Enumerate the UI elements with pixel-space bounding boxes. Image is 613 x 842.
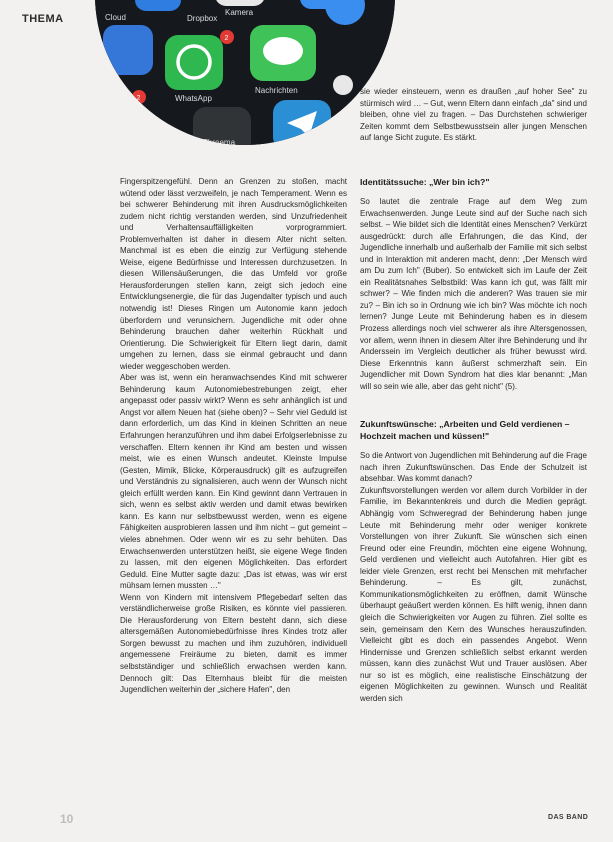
app-label: Dropbox <box>187 14 218 23</box>
paragraph: So lautet die zentrale Frage auf dem Weg zum Erwachsenwerden. Junge Leute sind auf der Suche nach sich selbst. – Wie bildet sich die Identität eines Menschen? Verkürzt ausgedrückt: durch alle Erfahrungen, die das Kind, der Jugendliche innerhalb und außerhalb der Familie mit sich selbst und in Interaktion mit anderen macht, denn: „Der Mensch wird am Du zum Ich" (Buber). So entwickelt sich im Laufe der Zeit ein Realitätsnahes Selbstbild: Was kann ich gut, was fällt mir schwer? – Wie finden mich die anderen? Was trauen sie mir zu? – Bin ich so in Ordnung wie ich bin? Was möchte ich noch lernen? Junge Leute mit Behinderung haben es in diesem Prozess allerdings noch viel schwerer als ihre Altersgenossen, vor allem, wenn ihnen in diesem Alter ihre Behinderung und ihr Anderssein im Vergleich deutlicher als früher bewusst wird. Diese Erkenntnis kann äußerst schmerzhaft sein. Ein Jugendlicher mit Down Syndrom hat dies klar benannt: „Man will so sein wie alle, aber das geht nicht" (5). <box>360 197 587 391</box>
badge-count: 2 <box>224 35 229 42</box>
dropbox-app-icon <box>135 0 181 11</box>
files-app-icon <box>95 95 135 145</box>
paragraph: Aber was ist, wenn ein heranwachsendes Kind mit schwerer Behinderung kaum Autonomiebestrebungen zeigt, eher angepasst oder passiv wirkt? Wenn es sehr anhänglich ist und Angst vor allem Neuen hat (siehe oben)? – Sehr viel Geduld ist dann erforderlich, um das Kind in kleinen Schritten an neue Erfahrungen heranzuführen und ihm dabei Erfolgserlebnisse zu verschaffen. Eltern kennen ihr Kind am besten und wissen meist, wie es einen Wunsch andeutet. Kleinste Impulse (Gesten, Mimik, Blicke, Körperausdruck) gilt es aufzugreifen und Verständnis zu signalisieren, auch wenn der Wunsch nicht gleich erfüllt werden kann. Ein Kind gewinnt dann Vertrauen in sich, wenn es selbst aktiv werden und damit etwas bewirken kann. Es kann nur selbstbewusst werden, wenn es eigene Fähigkeiten ausprobieren lassen und ihm nicht – gut gemeint – vieles abnehmen. Oder wenn wir es zu sehr behüten. Das Erwachsenwerden unterstützen heißt, sie eigene Wege finden zu lassen, mit den eigenen Möglichkeiten. Das erfordert Geduld. Eine Mutter sagte dazu: „Das ist etwas, was wir erst mühsam lernen mussten …" <box>120 373 347 591</box>
paragraph: Fingerspitzengefühl. Denn an Grenzen zu stoßen, macht wütend oder lässt verzweifeln, je nach Temperament. Wenn es bei schwerer Behinderung mit ihren Ausdrucksmöglichkeiten zudem nicht richtig verstanden werden, sind Unzufriedenheit und Verhaltensauffälligkeiten vorprogrammiert. Problemverhalten ist daher in diesem Alter nicht selten. Manchmal ist es eben die einzig zur Verfügung stehende Weise, eigene Bedürfnisse und Interessen durchzusetzen. In diesen Willensäußerungen, die das Umfeld vor große Herausforderungen stellen kann, zeigt sich jedoch eine Entwicklungsenergie, die für das Jugendalter typisch und auch notwendig ist! Dieses Ringen um Autonomie kann jedoch überfordern und verunsichern. Jugendliche mit oder ohne Behinderung brauchen daher weiterhin Rückhalt und Orientierung. Die Schwierigkeit für Eltern liegt darin, damit umgehen zu lernen, dass sie einmal gebraucht und dann wieder weggeschoben werden. <box>120 177 347 371</box>
right-column <box>360 176 587 704</box>
app-label: Threema <box>203 138 236 145</box>
section-heading-identity: Identitätssuche: „Wer bin ich?" <box>360 177 490 187</box>
section-label: THEMA <box>22 13 64 25</box>
badge-count: 2 <box>136 95 141 102</box>
app-label: Nachrichten <box>255 86 298 95</box>
app-grid-illustration <box>95 0 395 145</box>
app-label: WhatsApp <box>175 94 212 103</box>
right-column-top-text <box>360 86 587 144</box>
cloud-app-icon-2 <box>103 25 153 75</box>
whatsapp-app-icon <box>165 35 223 90</box>
paragraph: sie wieder einsteuern, wenn es draußen „auf hoher See" zu stürmisch wird … – Gut, wenn Eltern dann einfach „da" sind und bleiben, ohne viel zu fragen. – Das Durchstehen schwieriger Zeiten kommt dem Selbstbewusstsein aller jungen Menschen auf lange Sicht zugute. Es stärkt. <box>360 87 587 143</box>
page-number: 10 <box>60 812 74 826</box>
app-label: Kamera <box>225 8 254 17</box>
app-label: Cloud <box>105 13 126 22</box>
left-column <box>120 176 347 696</box>
paragraph: Zukunftsvorstellungen werden vor allem durch Vorbilder in der Familie, im Bekanntenkreis und durch die Medien geprägt. Abhängig vom Schweregrad der Behinderung haben junge Leute mit Behinderung mehr oder weniger konkrete Vorstellungen von ihrer Zukunft. Sie wünschen sich einen Freund oder eine Freundin, möchten eine eigene Wohnung, Geld verdienen und vielleicht auch Autofahren. Hier gibt es leider viele Grenzen, erst recht bei Menschen mit mehrfacher Behinderung. – Es gilt, zunächst, Kommunikationsmöglichkeiten zu eröffnen, damit Wünsche überhaupt geäußert werden können. Es hilft wenig, ihnen dann gleich die Schwierigkeiten vor Augen zu führen. Ziel sollte es sein, gemeinsam den Kern des Wunsches herauszufinden. Vielleicht gibt es doch ein passendes Angebot. Wenn Hindernisse und Grenzen schließlich selbst erkannt werden müssen, kann dies zunächst Wut und Trauer auslösen. Aber nur so ist es möglich, eine realistische Einschätzung der eigenen Möglichkeiten zu gewinnen. Wunsch und Realität werden sich <box>360 485 587 703</box>
paragraph: So die Antwort von Jugendlichen mit Behinderung auf die Frage nach ihren Zukunftswünschen. Das Ende der Schulzeit ist absehbar. Was kommt danach? <box>360 451 587 484</box>
magazine-brand: DAS BAND <box>548 814 589 821</box>
section-spacer <box>360 392 587 418</box>
camera-app-icon <box>215 0 265 6</box>
paragraph: Wenn von Kindern mit intensivem Pflegebedarf selten das verständlicherweise große Risiken, es könnte viel passieren. Die Herausforderung von Eltern besteht dann, sich diese altersgemäßen Autonomiebedürfnisse ihres Kindes trotz aller Sorgen bewusst zu machen und ihm zuzuhören, individuell angemessene Freiräume zu bieten, damit es immer selbstständiger und schließlich erwachsen werden kann. Dennoch gilt: Das Elternhaus bleibt für die meisten Jugendlichen weiterhin der „sichere Hafen", den <box>120 592 347 695</box>
smartphone-apps-photo <box>95 0 395 145</box>
section-heading-future-wishes: Zukunftswünsche: „Arbeiten und Geld verdienen – Hochzeit machen und küssen!" <box>360 419 570 442</box>
